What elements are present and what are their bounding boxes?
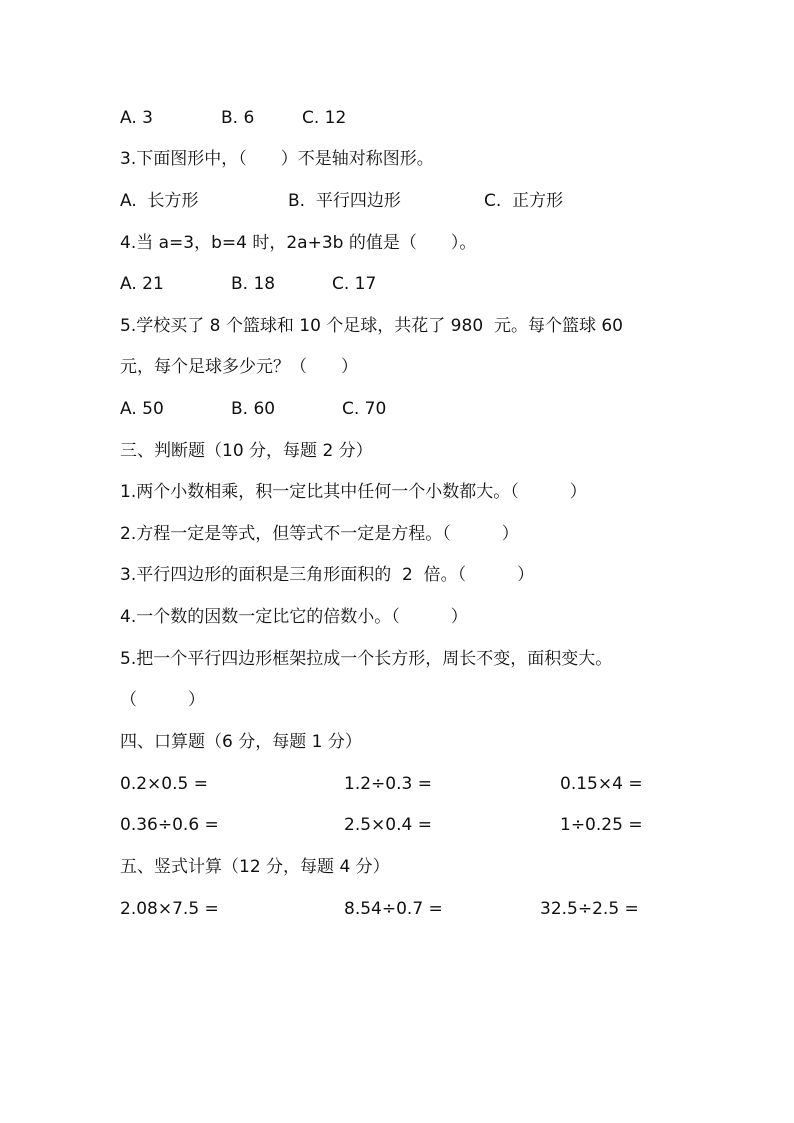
option-b: B. 平行四边形 <box>288 191 401 211</box>
oral-calc-item: 2.5×0.4 = <box>344 815 432 835</box>
judge-item-1: 1.两个小数相乘，积一定比其中任何一个小数都大。（ ） <box>120 482 587 502</box>
judge-item-5-blank: （ ） <box>120 690 205 710</box>
oral-calc-item: 0.2×0.5 = <box>120 774 208 794</box>
section-3-title: 三、判断题（10 分，每题 2 分） <box>120 441 373 461</box>
question-3: 3.下面图形中，（ ）不是轴对称图形。 <box>120 149 434 169</box>
oral-calc-item: 1.2÷0.3 = <box>344 774 432 794</box>
question-4: 4.当 a=3，b=4 时，2a+3b 的值是（ ）。 <box>120 233 477 253</box>
option-b: B. 18 <box>231 274 276 294</box>
option-c: C. 12 <box>302 108 347 128</box>
section-4-title: 四、口算题（6 分，每题 1 分） <box>120 732 362 752</box>
option-a: A. 21 <box>120 274 164 294</box>
vertical-calc-item: 8.54÷0.7 = <box>344 899 443 919</box>
oral-calc-item: 1÷0.25 = <box>560 815 643 835</box>
option-b: B. 6 <box>221 108 255 128</box>
oral-calc-item: 0.36÷0.6 = <box>120 815 219 835</box>
question-5-line2: 元，每个足球多少元？（ ） <box>120 357 358 377</box>
judge-item-3: 3.平行四边形的面积是三角形面积的 2 倍。（ ） <box>120 565 535 585</box>
judge-item-2: 2.方程一定是等式，但等式不一定是方程。（ ） <box>120 524 519 544</box>
oral-calc-item: 0.15×4 = <box>560 774 643 794</box>
option-b: B. 60 <box>231 399 276 419</box>
judge-item-5: 5.把一个平行四边形框架拉成一个长方形，周长不变，面积变大。 <box>120 649 613 669</box>
vertical-calc-item: 2.08×7.5 = <box>120 899 219 919</box>
option-a: A. 50 <box>120 399 164 419</box>
option-c: C. 正方形 <box>484 191 564 211</box>
option-a: A. 长方形 <box>120 191 199 211</box>
vertical-calc-item: 32.5÷2.5 = <box>540 899 639 919</box>
question-5-line1: 5.学校买了 8 个篮球和 10 个足球，共花了 980 元。每个篮球 60 <box>120 316 623 336</box>
option-a: A. 3 <box>120 108 153 128</box>
section-5-title: 五、竖式计算（12 分，每题 4 分） <box>120 857 390 877</box>
option-c: C. 70 <box>342 399 387 419</box>
judge-item-4: 4.一个数的因数一定比它的倍数小。（ ） <box>120 607 468 627</box>
option-c: C. 17 <box>332 274 377 294</box>
